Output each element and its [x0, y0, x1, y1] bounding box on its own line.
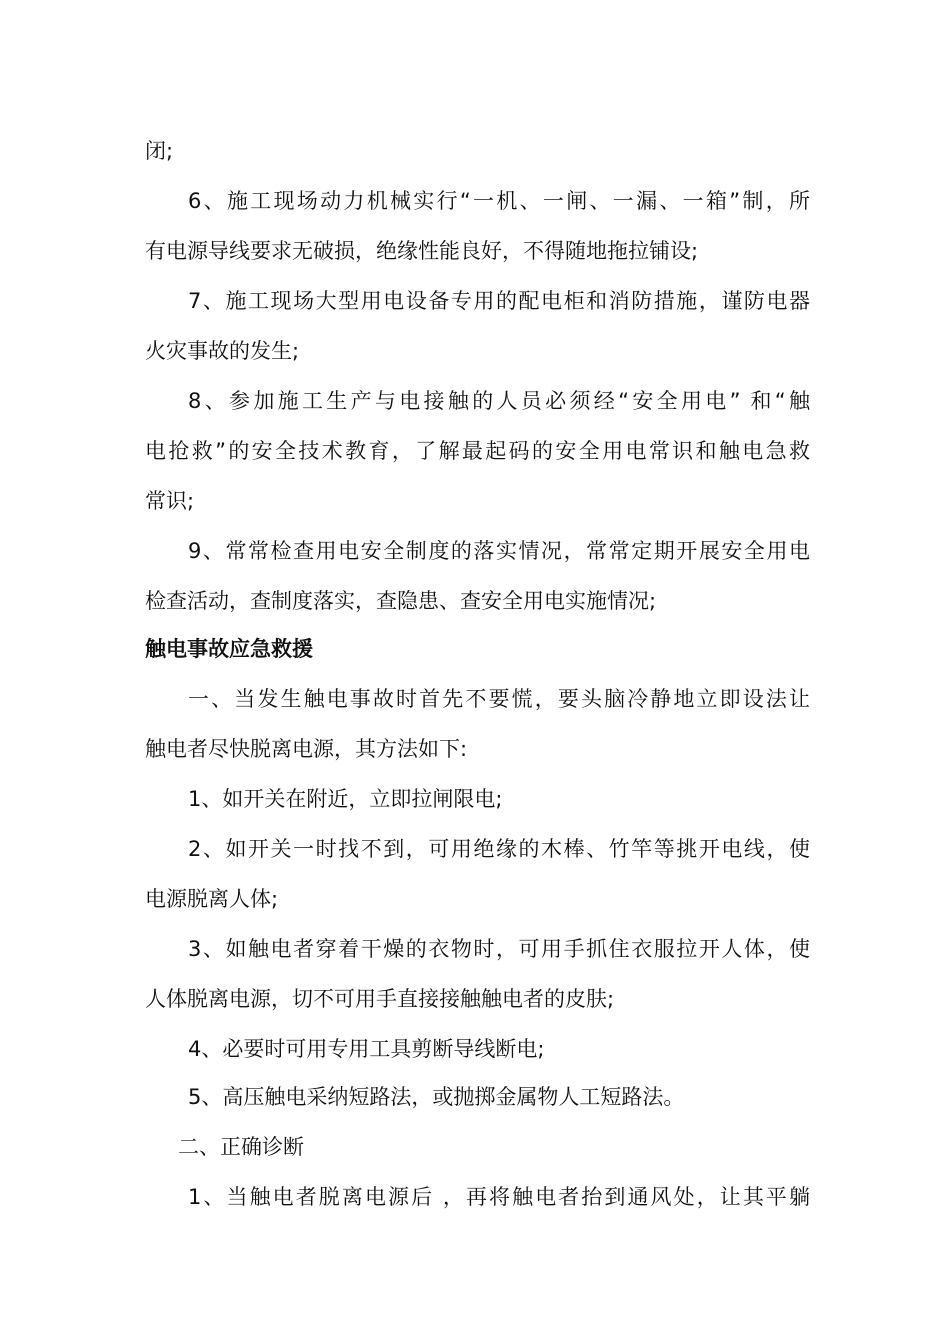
step-5-line: 5、高压触电采纳短路法，或抛掷金属物人工短路法。	[188, 1085, 685, 1109]
paragraph-6-line-2: 有电源导线要求无破损，绝缘性能良好，不得随地拖拉铺设;	[145, 239, 699, 263]
diagnosis-step-1-line: 1、当触电者脱离电源后 ，再将触电者抬到通风处，让其平躺	[188, 1185, 810, 1209]
step-3-line-1: 3、如触电者穿着干燥的衣物时，可用手抓住衣服拉开人体，使	[188, 937, 810, 961]
paragraph-9-line-2: 检查活动，查制度落实，查隐患、查安全用电实施情况;	[145, 589, 657, 613]
paragraph-8-line-2: 电抢救”的安全技术教育，了解最起码的安全用电常识和触电急救	[145, 439, 810, 463]
paragraph-6-line-1: 6、施工现场动力机械实行“一机、一闸、一漏、一箱”制，所	[188, 189, 810, 213]
step-2-line-2: 电源脱离人体;	[145, 887, 279, 911]
text-line: 闭;	[145, 139, 174, 163]
item-two-heading: 二、正确诊断	[178, 1135, 304, 1159]
section-heading: 触电事故应急救援	[145, 637, 313, 661]
item-one-line-1: 一、当发生触电事故时首先不要慌，要头脑冷静地立即设法让	[188, 687, 810, 711]
step-4-line: 4、必要时可用专用工具剪断导线断电;	[188, 1037, 545, 1061]
step-2-line-1: 2、如开关一时找不到，可用绝缘的木棒、竹竿等挑开电线，使	[188, 837, 810, 861]
paragraph-7-line-1: 7、施工现场大型用电设备专用的配电柜和消防措施，谨防电器	[188, 289, 810, 313]
item-one-line-2: 触电者尽快脱离电源，其方法如下:	[145, 737, 468, 761]
paragraph-7-line-2: 火灾事故的发生;	[145, 339, 300, 363]
paragraph-8-line-3: 常识;	[145, 489, 195, 513]
step-3-line-2: 人体脱离电源，切不可用手直接接触触电者的皮肤;	[145, 987, 615, 1011]
step-1-line: 1、如开关在附近，立即拉闸限电;	[188, 787, 503, 811]
paragraph-9-line-1: 9、常常检查用电安全制度的落实情况，常常定期开展安全用电	[188, 539, 810, 563]
paragraph-8-line-1: 8、参加施工生产与电接触的人员必须经“安全用电” 和“触	[188, 389, 810, 413]
